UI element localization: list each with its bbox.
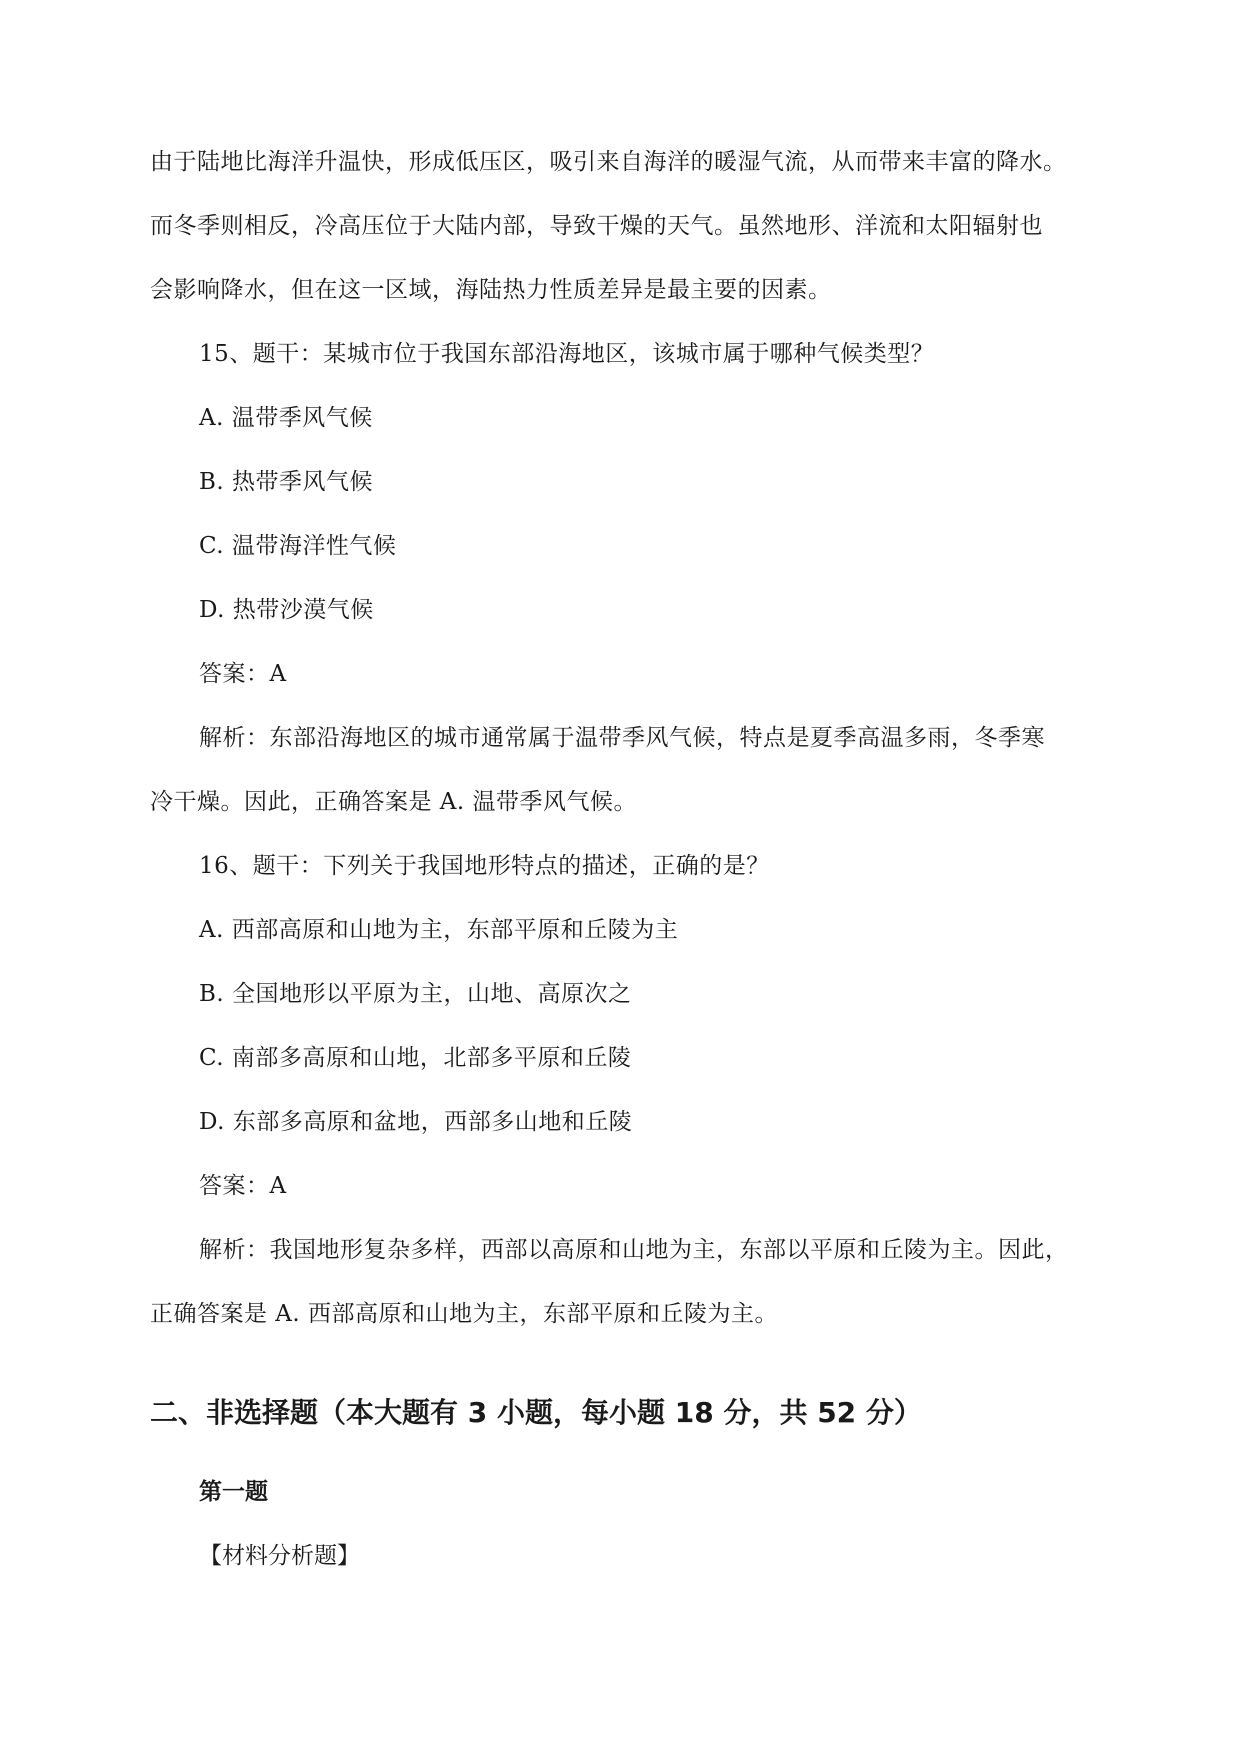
question-16-option-a: A. 西部高原和山地为主，东部平原和丘陵为主 <box>199 917 679 943</box>
question-16-stem: 16、题干：下列关于我国地形特点的描述，正确的是？ <box>199 853 770 879</box>
question-15-analysis-line: 冷干燥。因此，正确答案是 A. 温带季风气候。 <box>150 789 638 815</box>
paragraph-line: 由于陆地比海洋升温快，形成低压区，吸引来自海洋的暖湿气流，从而带来丰富的降水。 <box>150 149 1067 175</box>
material-label: 【材料分析题】 <box>199 1543 360 1569</box>
question-16-analysis-line: 解析：我国地形复杂多样，西部以高原和山地为主，东部以平原和丘陵为主。因此， <box>199 1237 1069 1263</box>
question-15-option-c: C. 温带海洋性气候 <box>199 533 397 559</box>
question-15-answer: 答案：A <box>199 661 287 687</box>
question-15-option-a: A. 温带季风气候 <box>199 405 373 431</box>
question-16-option-b: B. 全国地形以平原为主，山地、高原次之 <box>199 981 632 1007</box>
question-15-option-d: D. 热带沙漠气候 <box>199 597 374 623</box>
question-15-option-b: B. 热带季风气候 <box>199 469 374 495</box>
question-16-option-c: C. 南部多高原和山地，北部多平原和丘陵 <box>199 1045 632 1071</box>
paragraph-line: 会影响降水，但在这一区域，海陆热力性质差异是最主要的因素。 <box>150 277 832 303</box>
question-15-stem: 15、题干：某城市位于我国东部沿海地区，该城市属于哪种气候类型？ <box>199 341 935 367</box>
section-heading: 二、非选择题（本大题有 3 小题，每小题 18 分，共 52 分） <box>150 1396 922 1429</box>
question-16-answer: 答案：A <box>199 1173 287 1199</box>
first-question-label: 第一题 <box>199 1479 268 1505</box>
question-16-analysis-line: 正确答案是 A. 西部高原和山地为主，东部平原和丘陵为主。 <box>150 1301 779 1327</box>
question-15-analysis-line: 解析：东部沿海地区的城市通常属于温带季风气候，特点是夏季高温多雨，冬季寒 <box>199 725 1045 751</box>
paragraph-line: 而冬季则相反，冷高压位于大陆内部，导致干燥的天气。虽然地形、洋流和太阳辐射也 <box>150 213 1043 239</box>
question-16-option-d: D. 东部多高原和盆地，西部多山地和丘陵 <box>199 1109 633 1135</box>
